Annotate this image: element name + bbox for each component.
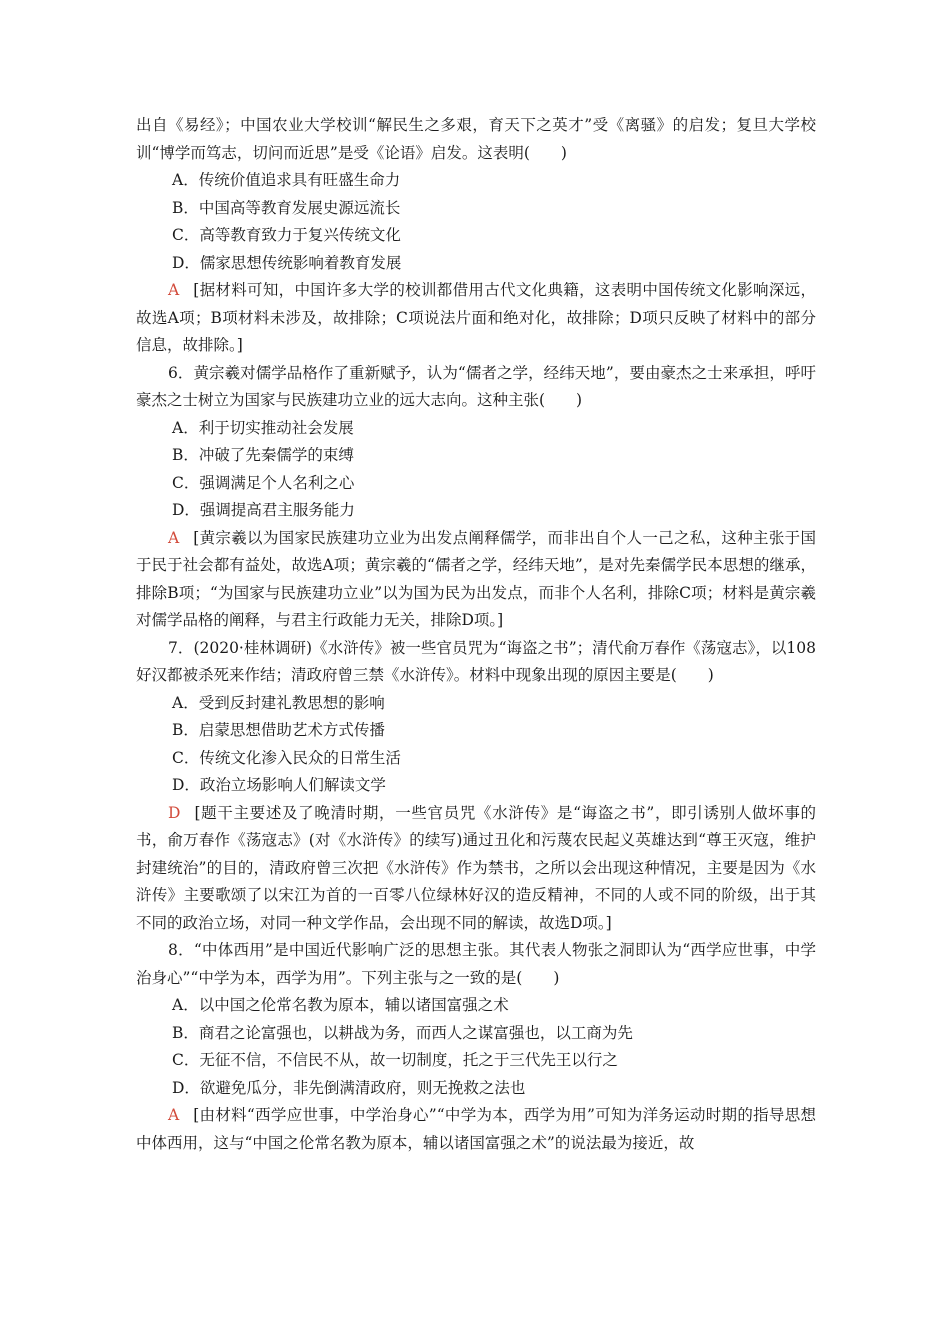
document-page bbox=[136, 112, 816, 1157]
question-7-stem: 7．(2020·桂林调研)《水浒传》被一些官员咒为“诲盗之书”；清代俞万春作《荡寇志》，以108好汉都被杀死来作结；清政府曾三禁《水浒传》。材料中现象出现的原因主要是( ) bbox=[136, 638, 816, 684]
question-5-stem: 出自《易经》；中国农业大学校训“解民生之多艰，育天下之英才”受《离骚》的启发；复旦大学校训“博学而笃志，切问而近思”是受《论语》启发。这表明( ) bbox=[136, 116, 816, 162]
question-5-option-c: C．高等教育致力于复兴传统文化 bbox=[172, 226, 401, 244]
question-6-stem: 6．黄宗羲对儒学品格作了重新赋予，认为“儒者之学，经纬天地”，要由豪杰之士来承担，呼吁豪杰之士树立为国家与民族建功立业的远大志向。这种主张( ) bbox=[136, 363, 816, 409]
question-5-explanation-text: [据材料可知，中国许多大学的校训都借用古代文化典籍，这表明中国传统文化影响深远，故选A项；B项材料未涉及，故排除；C项说法片面和绝对化，故排除；D项只反映了材料中的部分信息，故排除。] bbox=[136, 281, 816, 354]
question-7-explanation-text: [题干主要述及了晚清时期，一些官员咒《水浒传》是“诲盗之书”，即引诱别人做坏事的书，俞万春作《荡寇志》(对《水浒传》的续写)通过丑化和污蔑农民起义英雄达到“尊王灭寇，维护封建统治”的目的，清政府曾三次把《水浒传》作为禁书，之所以会出现这种情况，主要是因为《水浒传》主要歌颂了以宋江为首的一百零八位绿林好汉的造反精神，不同的人或不同的阶级，出于其不同的政治立场，对同一种文学作品，会出现不同的解读，故选D项。] bbox=[136, 803, 816, 932]
question-8-option-c: C．无征不信，不信民不从，故一切制度，托之于三代先王以行之 bbox=[172, 1051, 618, 1069]
question-7-answer: D bbox=[168, 803, 181, 822]
question-6-option-c: C．强调满足个人名利之心 bbox=[172, 473, 355, 492]
question-8-option-d: D．欲避免瓜分，非先倒满清政府，则无挽救之法也 bbox=[172, 1078, 526, 1097]
question-7-option-d: D．政治立场影响人们解读文学 bbox=[172, 776, 386, 794]
question-7-option-c: C．传统文化渗入民众的日常生活 bbox=[172, 748, 401, 767]
question-5-option-d: D．儒家思想传统影响着教育发展 bbox=[172, 253, 402, 272]
question-8-stem: 8．“中体西用”是中国近代影响广泛的思想主张。其代表人物张之洞即认为“西学应世事，中学治身心”“中学为本，西学为用”。下列主张与之一致的是( ) bbox=[136, 941, 816, 987]
question-5-answer: A bbox=[168, 281, 180, 299]
question-5 bbox=[136, 112, 816, 360]
question-8-option-a: A．以中国之伦常名教为原本，辅以诸国富强之术 bbox=[172, 996, 509, 1014]
question-5-option-a: A．传统价值追求具有旺盛生命力 bbox=[172, 171, 401, 189]
question-7-explanation bbox=[136, 800, 816, 938]
question-6-explanation bbox=[136, 525, 816, 635]
question-6-option-b: B．冲破了先秦儒学的束缚 bbox=[172, 446, 354, 464]
question-8-answer: A bbox=[168, 1106, 180, 1124]
question-6-explanation-text: [黄宗羲以为国家民族建功立业为出发点阐释儒学，而非出自个人一己之私，这种主张于国于民于社会都有益处，故选A项；黄宗羲的“儒者之学，经纬天地”，是对先秦儒学民本思想的继承，排除B项；“为国家与民族建功立业”以为国为民为出发点，而非个人名利，排除C项；材料是黄宗羲对儒学品格的阐释，与君主行政能力无关，排除D项。] bbox=[136, 528, 816, 629]
question-8-explanation bbox=[136, 1102, 816, 1157]
question-5-option-b: B．中国高等教育发展史源远流长 bbox=[172, 198, 401, 217]
question-8 bbox=[136, 937, 816, 1157]
question-6 bbox=[136, 360, 816, 635]
question-6-option-a: A．利于切实推动社会发展 bbox=[172, 418, 354, 437]
question-6-option-d: D．强调提高君主服务能力 bbox=[172, 501, 355, 519]
question-5-explanation bbox=[136, 277, 816, 360]
question-6-answer: A bbox=[168, 528, 180, 547]
question-8-option-b: B．商君之论富强也，以耕战为务，而西人之谋富强也，以工商为先 bbox=[172, 1023, 633, 1042]
question-7-option-b: B．启蒙思想借助艺术方式传播 bbox=[172, 721, 385, 739]
question-7 bbox=[136, 635, 816, 938]
question-8-explanation-text: [由材料“西学应世事，中学治身心”“中学为本，西学为用”可知为洋务运动时期的指导思想中体西用，这与“中国之伦常名教为原本，辅以诸国富强之术”的说法最为接近，故 bbox=[136, 1106, 816, 1152]
question-7-option-a: A．受到反封建礼教思想的影响 bbox=[172, 693, 385, 712]
